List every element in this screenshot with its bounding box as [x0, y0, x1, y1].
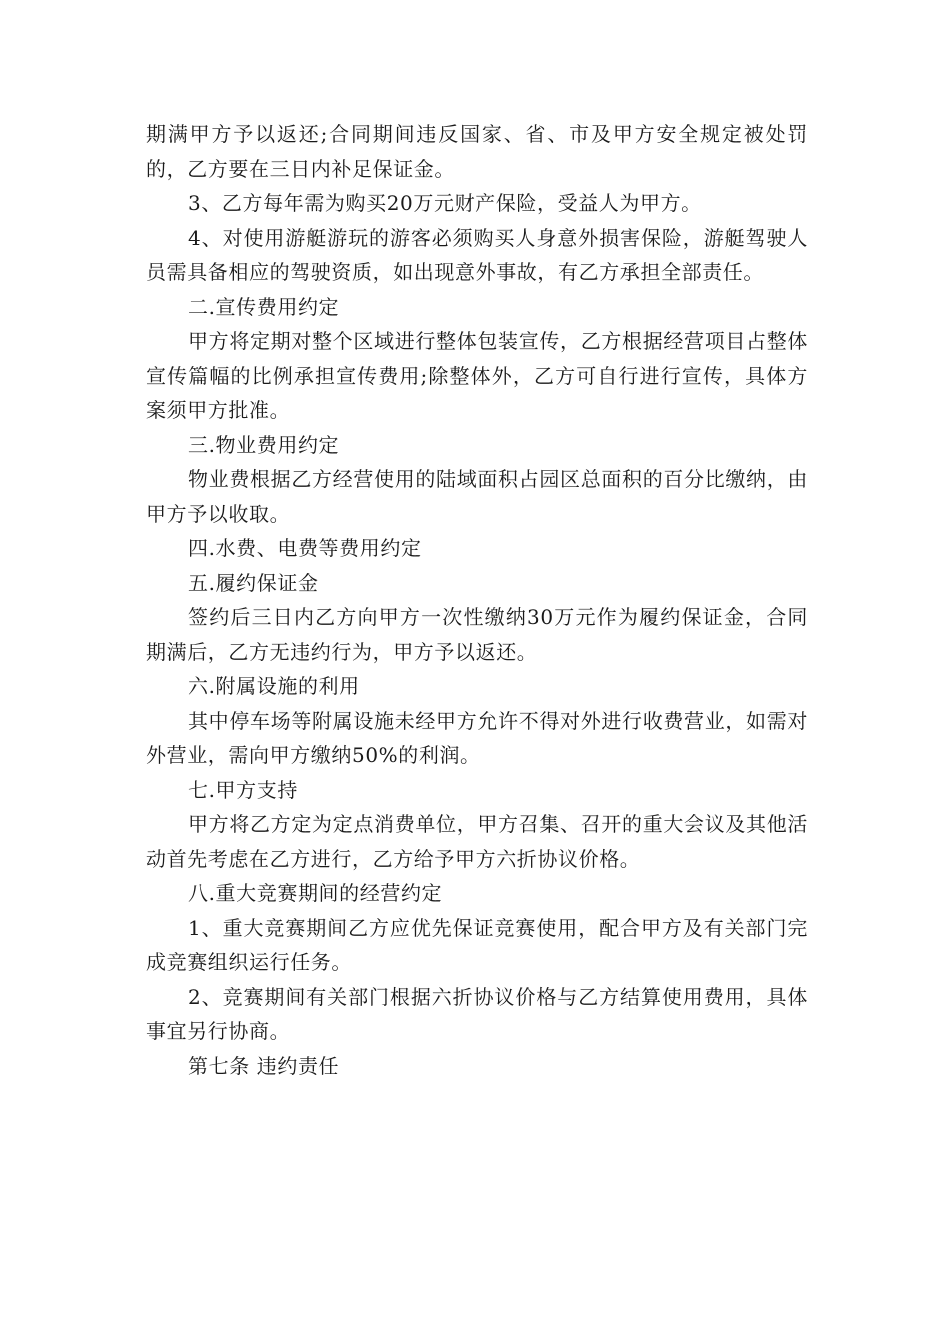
section-heading-performance-bond: 五.履约保证金: [188, 570, 319, 595]
document-body: [146, 117, 808, 1083]
section-heading-utilities: 四.水费、电费等费用约定: [188, 536, 422, 560]
section-heading-property-fee: 三.物业费用约定: [188, 432, 340, 457]
paragraph-facilities: 其中停车场等附属设施未经甲方允许不得对外进行收费营业，如需对外营业，需向甲方缴纳50%的利润。: [146, 708, 808, 767]
paragraph-deposit-return: 期满甲方予以返还;合同期间违反国家、省、市及甲方安全规定被处罚的，乙方要在三日内补足保证金。: [146, 122, 808, 181]
paragraph-performance-bond: 签约后三日内乙方向甲方一次性缴纳30万元作为履约保证金，合同期满后，乙方无违约行为，甲方予以返还。: [146, 605, 808, 664]
section-heading-article-seven: 第七条 违约责任: [188, 1053, 340, 1078]
paragraph-publicity: 甲方将定期对整个区域进行整体包装宣传，乙方根据经营项目占整体宣传篇幅的比例承担宣传费用;除整体外，乙方可自行进行宣传，具体方案须甲方批准。: [146, 329, 808, 422]
paragraph-party-a-support: 甲方将乙方定为定点消费单位，甲方召集、召开的重大会议及其他活动首先考虑在乙方进行，乙方给予甲方六折协议价格。: [146, 812, 808, 871]
section-heading-party-a-support: 七.甲方支持: [188, 777, 298, 802]
paragraph-competition-priority: 1、重大竞赛期间乙方应优先保证竞赛使用，配合甲方及有关部门完成竞赛组织运行任务。: [146, 915, 808, 974]
section-heading-publicity: 二.宣传费用约定: [188, 294, 340, 319]
section-heading-competition: 八.重大竞赛期间的经营约定: [188, 881, 443, 905]
paragraph-property-insurance: 3、乙方每年需为购买20万元财产保险，受益人为甲方。: [188, 191, 702, 215]
paragraph-competition-settlement: 2、竞赛期间有关部门根据六折协议价格与乙方结算使用费用，具体事宜另行协商。: [146, 984, 808, 1043]
paragraph-property-fee: 物业费根据乙方经营使用的陆域面积占园区总面积的百分比缴纳，由甲方予以收取。: [146, 467, 808, 526]
section-heading-facilities: 六.附属设施的利用: [188, 674, 360, 698]
paragraph-accident-insurance: 4、对使用游艇游玩的游客必须购买人身意外损害保险，游艇驾驶人员需具备相应的驾驶资质，如出现意外事故，有乙方承担全部责任。: [146, 225, 808, 284]
